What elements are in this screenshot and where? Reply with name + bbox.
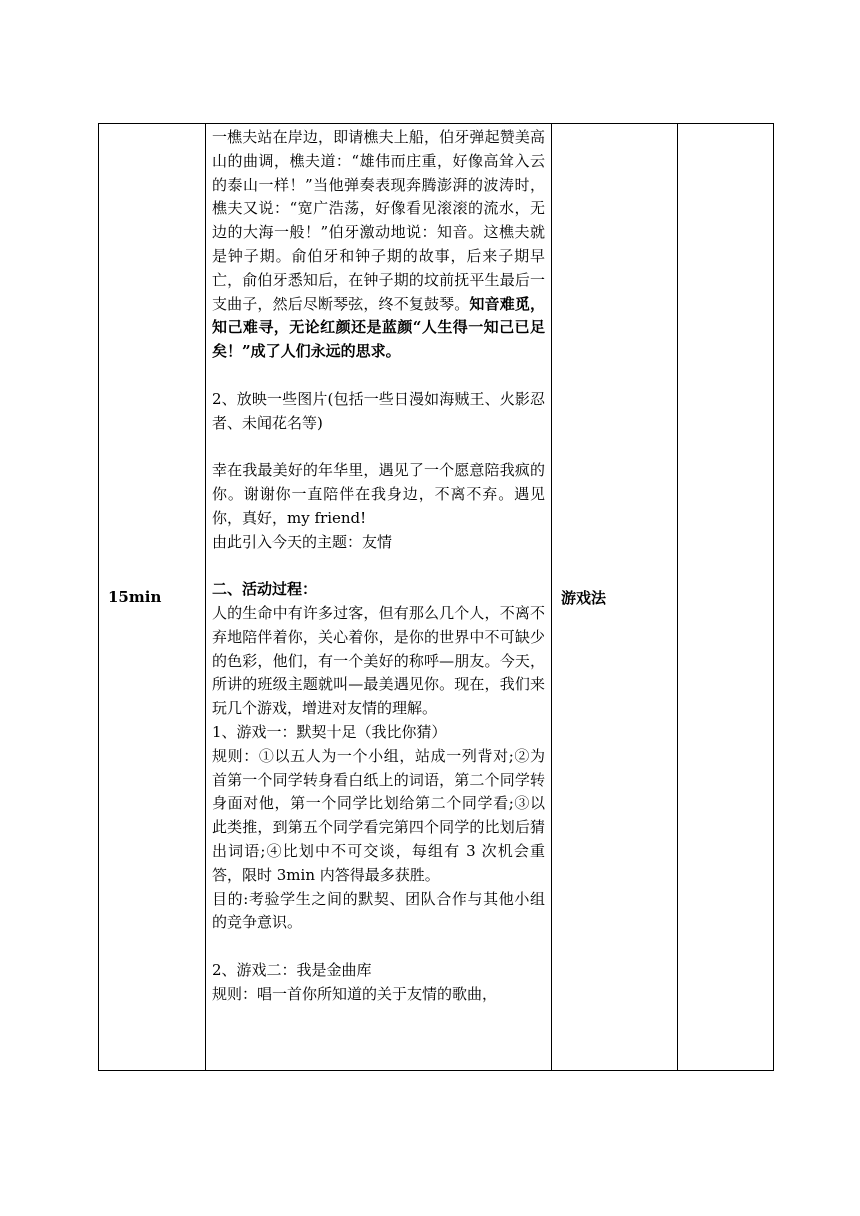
empty-cell [678, 124, 774, 1071]
story-bold-text: 知音难觅，知己难寻，无论红颜还是蓝颜“人生得一知己已足矣！”成了人们永远的思求。 [212, 294, 545, 361]
theme-line: 由此引入今天的主题：友情 [212, 532, 393, 551]
story-text: 一樵夫站在岸边，即请樵夫上船，伯牙弹起赞美高山的曲调，樵夫道：“雄伟而庄重，好像高耸入云的泰山一样！”当他弹奏表现奔腾澎湃的波涛时，樵夫又说：“宽广浩荡，好像看见滚滚的流水，无边的大海一般！”伯牙激动地说：知音。这樵夫就是钟子期。俞伯牙和钟子期的故事，后来子期早亡，俞伯牙悉知后，在钟子期的坟前抚平生最后一支曲子，然后尽断琴弦，终不复鼓琴。 [212, 128, 545, 313]
section-title: 二、活动过程： [212, 580, 318, 599]
quote-paragraph: 幸在我最美好的年华里，遇见了一个愿意陪我疯的你。谢谢你一直陪伴在我身边，不离不弃。遇见你，真好，my friend! [212, 461, 545, 527]
game2-title: 2、游戏二：我是金曲库 [212, 960, 372, 979]
lesson-plan-table [98, 123, 774, 1071]
intro-paragraph: 人的生命中有许多过客，但有那么几个人，不离不弃地陪伴着你，关心着你，是你的世界中不可缺少的色彩，他们，有一个美好的称呼—朋友。今天，所讲的班级主题就叫—最美遇见你。现在，我们来玩几个游戏，增进对友情的理解。 [212, 603, 545, 718]
time-cell: 15min [99, 124, 206, 1071]
game2-rules: 规则：唱一首你所知道的关于友情的歌曲， [212, 984, 498, 1003]
method-cell: 游戏法 [552, 124, 678, 1071]
game1-title: 1、游戏一：默契十足（我比你猜） [212, 722, 447, 741]
table-row [99, 124, 774, 1071]
game1-rules: 规则：①以五人为一个小组，站成一列背对;②为首第一个同学转身看白纸上的词语，第二个同学转身面对他，第一个同学比划给第二个同学看;③以此类推，到第五个同学看完第四个同学的比划后猜出词语;④比划中不可交谈，每组有 3 次机会重答，限时 3min 内答得最多获胜。 [212, 746, 545, 884]
content-cell [206, 124, 552, 1071]
game1-goal: 目的:考验学生之间的默契、团队合作与其他小组的竞争意识。 [212, 889, 545, 932]
story-paragraph [212, 126, 545, 364]
images-line: 2、放映一些图片(包括一些日漫如海贼王、火影忍者、未闻花名等) [212, 389, 545, 432]
